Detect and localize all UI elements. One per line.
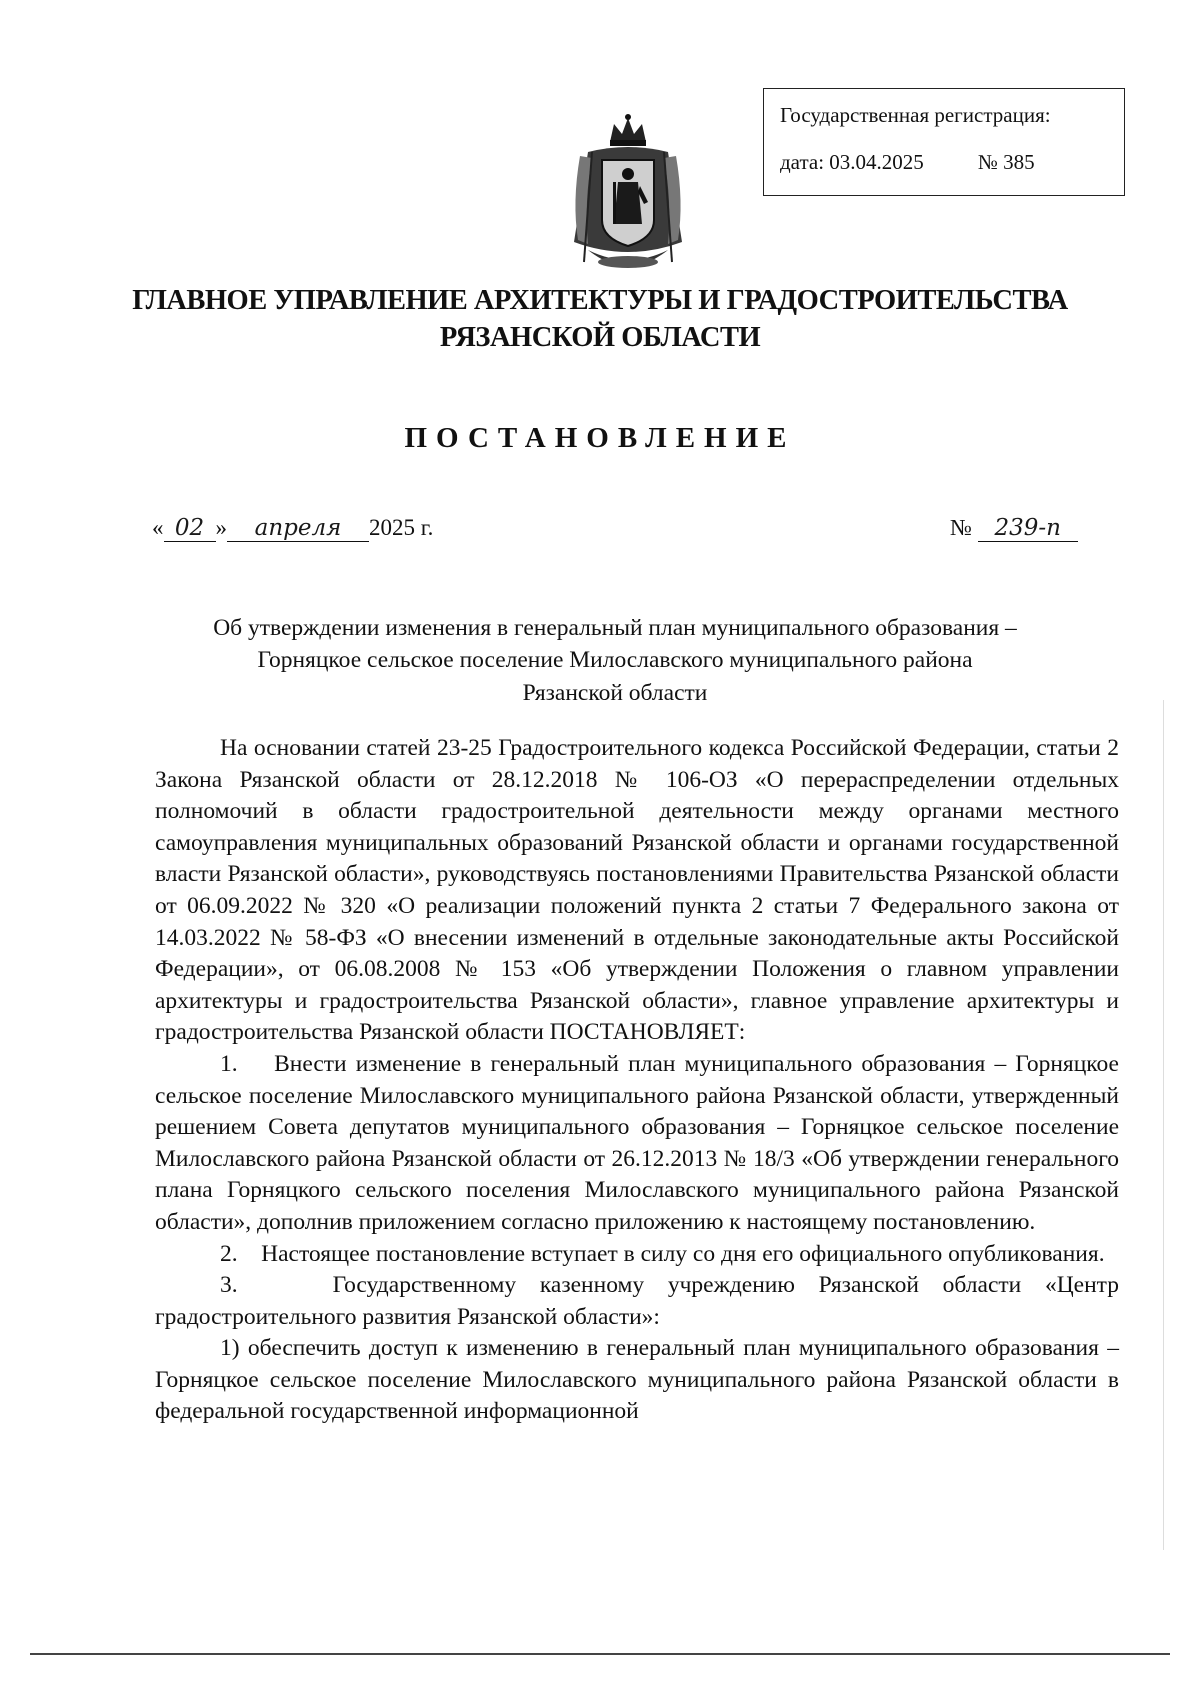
ryazan-coat-of-arms-icon xyxy=(558,112,698,282)
body-item-1: 1. Внести изменение в генеральный план муниципального образования – Горняцкое сельское поселение Милославского муниципального района Рязанской области, утвержденный решением Совета депутатов муниципального образования – Горняцкое сельское поселение Милославского района Рязанской области от 26.12.2013 № 18/3 «Об утверждении генерального плана Горняцкого сельского поселения Милославского муниципального района Рязанской области», дополнив приложением согласно приложению к настоящему постановлению. xyxy=(155,1050,1119,1235)
registration-stamp xyxy=(763,88,1125,196)
subject-line1: Об утверждении изменения в генеральный план муниципального образования – xyxy=(213,615,1017,641)
date-month: апреля xyxy=(227,515,369,542)
date-year: 2025 г. xyxy=(369,515,434,540)
number-value: 239-п xyxy=(978,515,1078,542)
body-preamble: На основании статей 23-25 Градостроительного кодекса Российской Федерации, статьи 2 Закона Рязанской области от 28.12.2018 № 106-ОЗ «О перераспределении отдельных полномочий в области градостроительной деятельности между органами местного самоуправления муниципальных образований Рязанской области и органами государственной власти Рязанской области», руководствуясь постановлениями Правительства Рязанской области от 06.09.2022 № 320 «О реализации положений пункта 2 статьи 7 Федерального закона от 14.03.2022 № 58-ФЗ «О внесении изменений в отдельные законодательные акты Российской Федерации», от 06.08.2008 № 153 «Об утверждении Положения о главном управлении архитектуры и градостроительства Рязанской области», главное управление архитектуры и градостроительства Рязанской области ПОСТАНОВЛЯЕТ: xyxy=(155,735,1119,1046)
document-subject xyxy=(140,612,1090,709)
date-close-quote: » xyxy=(215,515,227,540)
organization-title xyxy=(60,282,1140,356)
document-type: ПОСТАНОВЛЕНИЕ xyxy=(404,422,796,454)
registration-title: Государственная регистрация: xyxy=(780,103,1051,127)
registration-number: № 385 xyxy=(977,150,1035,175)
body-item-2: 2. Настоящее постановление вступает в силу со дня его официального опубликования. xyxy=(220,1240,1105,1267)
scan-edge xyxy=(1163,700,1164,1550)
document-body xyxy=(155,733,1119,1428)
document-date xyxy=(152,515,433,542)
number-prefix: № xyxy=(950,515,972,540)
date-day: 02 xyxy=(164,515,216,542)
document-number xyxy=(950,515,1078,542)
body-item-3-1: 1) обеспечить доступ к изменению в генеральный план муниципального образования – Горняцкое сельское поселение Милославского муниципального района Рязанской области в федеральной государственной информационной xyxy=(155,1335,1119,1425)
subject-line3: Рязанской области xyxy=(522,679,708,706)
org-title-line2: РЯЗАНСКОЙ ОБЛАСТИ xyxy=(439,322,761,354)
org-title-line1: ГЛАВНОЕ УПРАВЛЕНИЕ АРХИТЕКТУРЫ И ГРАДОСТРОИТЕЛЬСТВА xyxy=(132,285,1068,316)
page-bottom-rule xyxy=(30,1653,1170,1655)
body-item-3: 3. Государственному казенному учреждению Рязанской области «Центр градостроительного развития Рязанской области»: xyxy=(155,1272,1119,1330)
registration-date: дата: 03.04.2025 xyxy=(780,150,924,175)
subject-line2: Горняцкое сельское поселение Милославского муниципального района xyxy=(257,647,973,674)
date-open-quote: « xyxy=(152,515,164,540)
